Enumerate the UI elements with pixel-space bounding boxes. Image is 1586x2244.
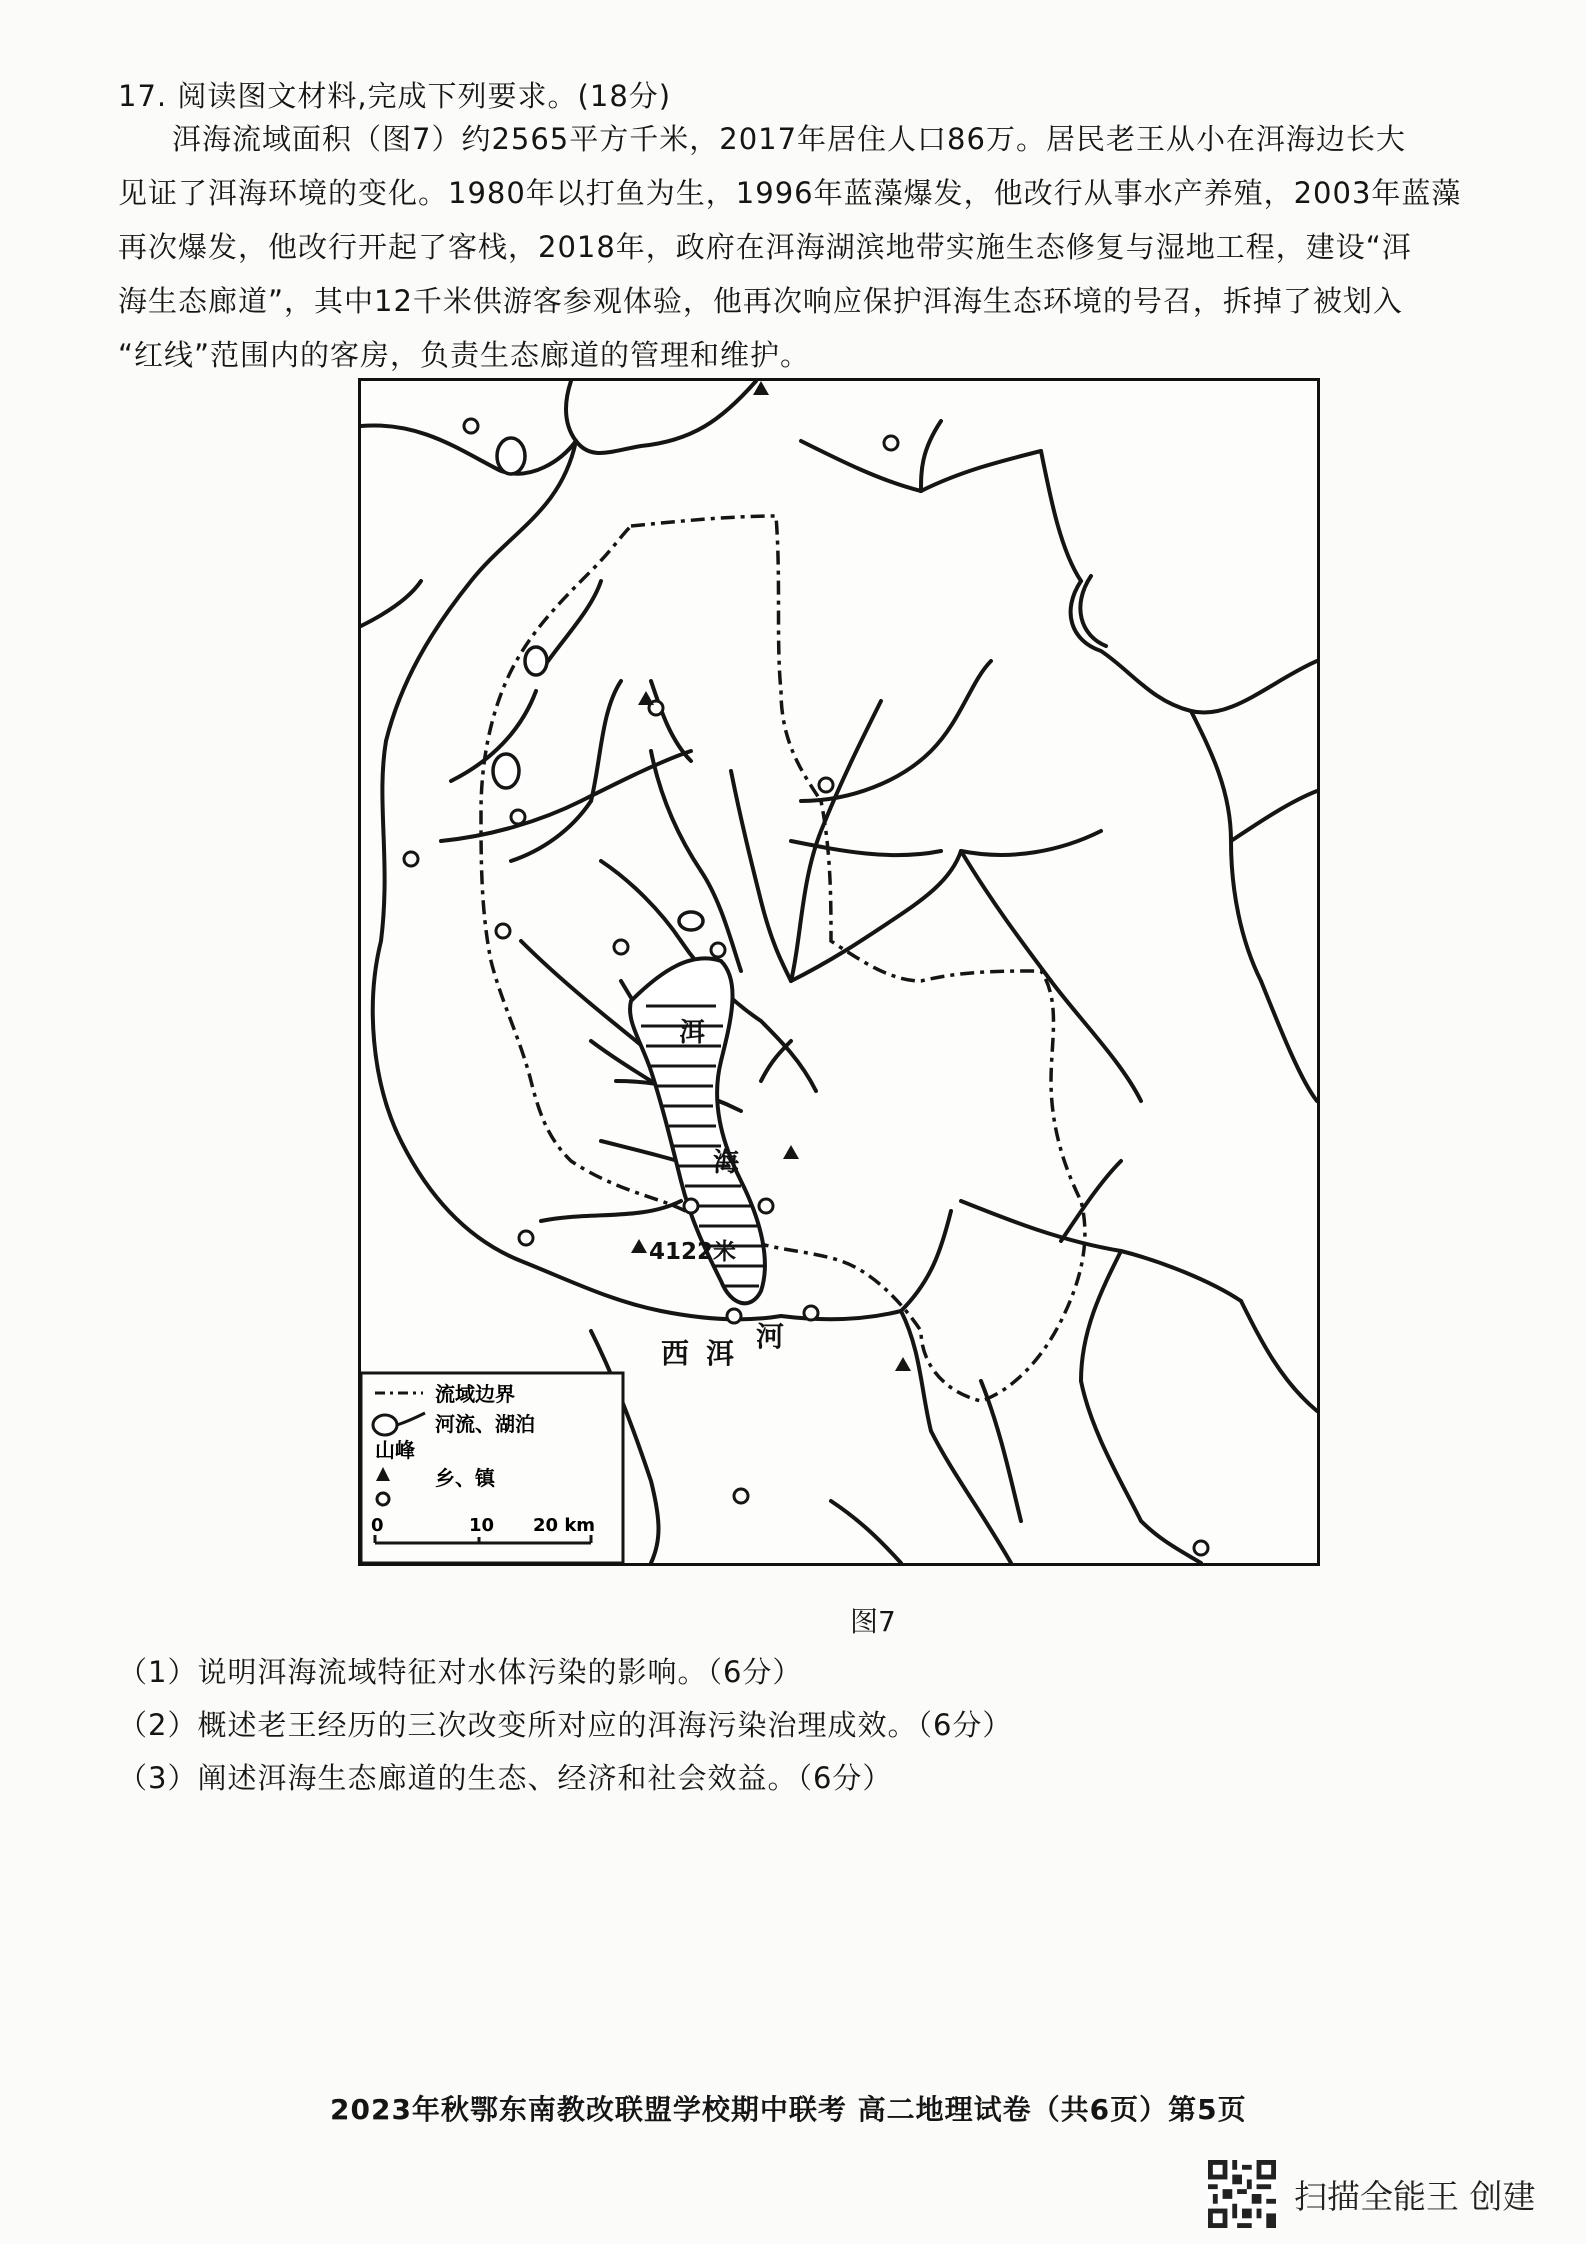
river-line — [961, 851, 1051, 981]
town-marker — [759, 1199, 773, 1213]
river-line — [981, 1381, 1021, 1521]
river-label-he: 河 — [756, 1320, 785, 1353]
small-lake — [525, 647, 547, 675]
river-line — [651, 681, 691, 761]
town-marker — [519, 1231, 533, 1245]
river-line — [831, 1501, 901, 1563]
river-line — [651, 751, 701, 871]
peak-triangle — [783, 1145, 799, 1159]
legend-river-lake-label: 河流、湖泊 — [435, 1412, 535, 1436]
legend-peak-label: 山峰 — [375, 1438, 415, 1462]
legend — [361, 1373, 623, 1563]
town-marker — [711, 943, 725, 957]
legend-boundary-label: 流域边界 — [435, 1382, 515, 1406]
river-line — [1041, 451, 1081, 581]
town-marker — [804, 1306, 818, 1320]
river-line — [791, 701, 881, 981]
town-marker — [884, 436, 898, 450]
peak-triangle — [638, 691, 654, 705]
river-line — [921, 451, 1041, 491]
boundary-line — [481, 516, 1085, 1401]
map-drawing — [361, 381, 1317, 1563]
material-line: 再次爆发，他改行开起了客栈，2018年，政府在洱海湖滨地带实施生态修复与湿地工程，建设“洱 — [118, 230, 1412, 264]
small-lake — [679, 912, 703, 930]
page-footer: 2023年秋鄂东南教改联盟学校期中联考 高二地理试卷（共6页）第5页 — [330, 2093, 1247, 2126]
river-line — [931, 1431, 1011, 1563]
erhai-basin-map — [358, 378, 1320, 1566]
sub-question-3: （3）阐述洱海生态廊道的生态、经济和社会效益。（6分） — [118, 1761, 893, 1795]
basin-boundary — [481, 516, 1085, 1401]
town-marker — [1194, 1541, 1208, 1555]
peak-elevation-label: 4122米 — [649, 1239, 737, 1265]
material-line: “红线”范围内的客房，负责生态廊道的管理和维护。 — [118, 338, 811, 372]
river-line — [601, 861, 681, 941]
river-line — [1231, 791, 1317, 841]
question-material — [118, 112, 1558, 382]
river-line — [541, 581, 601, 671]
peak-triangle — [895, 1357, 911, 1371]
town-marker — [684, 1199, 698, 1213]
river-line — [1061, 1161, 1121, 1241]
scale-zero: 0 — [371, 1515, 384, 1536]
river-line — [541, 1201, 681, 1221]
river-line — [1081, 1381, 1141, 1521]
scale-end: 20 km — [533, 1515, 596, 1536]
river-line — [961, 1201, 1121, 1251]
qr-code-icon — [1208, 2160, 1276, 2228]
peak-triangle — [631, 1239, 647, 1253]
town-marker — [404, 852, 418, 866]
river-line — [801, 441, 921, 491]
material-line: 见证了洱海环境的变化。1980年以打鱼为生，1996年蓝藻爆发，他改行从事水产养殖，2003年蓝藻 — [118, 176, 1462, 210]
river-line — [566, 381, 576, 441]
material-line: 海生态廊道”，其中12千米供游客参观体验，他再次响应保护洱海生态环境的号召，拆掉了被划入 — [118, 284, 1403, 318]
lake-label-hai: 海 — [713, 1148, 740, 1178]
lake-label-er: 洱 — [679, 1018, 706, 1048]
river-line — [1080, 576, 1106, 646]
river-label-er: 洱 — [706, 1337, 735, 1370]
river-line — [1121, 1251, 1241, 1301]
river-line — [781, 1311, 901, 1319]
figure-caption: 图7 — [850, 1605, 896, 1638]
river-line — [661, 1311, 781, 1319]
legend-lake-symbol — [373, 1415, 397, 1435]
town-marker — [614, 940, 628, 954]
river-line — [1081, 1251, 1121, 1381]
peaks — [631, 381, 911, 1371]
town-marker — [734, 1489, 748, 1503]
question-heading: 17. 阅读图文材料,完成下列要求。(18分) — [118, 79, 672, 113]
river-line — [761, 901, 791, 981]
legend-town-label: 乡、镇 — [435, 1466, 495, 1490]
town-marker — [819, 778, 833, 792]
town-marker — [464, 419, 478, 433]
river-line — [731, 771, 761, 901]
river-label-xi: 西 — [661, 1337, 690, 1370]
town-marker — [727, 1309, 741, 1323]
river-line — [576, 381, 756, 453]
town-marker — [511, 810, 525, 824]
river-line — [761, 1041, 791, 1081]
river-line — [791, 851, 961, 981]
sub-question-2: （2）概述老王经历的三次改变所对应的洱海污染治理成效。（6分） — [118, 1708, 1013, 1742]
river-line — [901, 1211, 951, 1311]
town-marker — [496, 924, 510, 938]
river-line — [1141, 1521, 1201, 1563]
river-line — [961, 831, 1101, 855]
river-line — [511, 801, 591, 861]
river-line — [1261, 981, 1317, 1101]
sub-question-1: （1）说明洱海流域特征对水体污染的影响。（6分） — [118, 1655, 803, 1689]
small-lake — [497, 438, 525, 474]
river-line — [921, 421, 941, 491]
river-line — [1191, 711, 1261, 981]
scale-mid: 10 — [469, 1515, 495, 1536]
river-line — [1241, 1301, 1317, 1411]
watermark-text: 扫描全能王 创建 — [1294, 2176, 1536, 2216]
river-line — [1051, 981, 1141, 1101]
legend-town-symbol — [377, 1493, 389, 1505]
small-lake — [493, 754, 519, 788]
scanner-watermark — [1208, 2160, 1536, 2228]
river-line — [361, 581, 421, 626]
material-line: 洱海流域面积（图7）约2565平方千米，2017年居住人口86万。居民老王从小在洱海边长大 — [172, 122, 1406, 156]
